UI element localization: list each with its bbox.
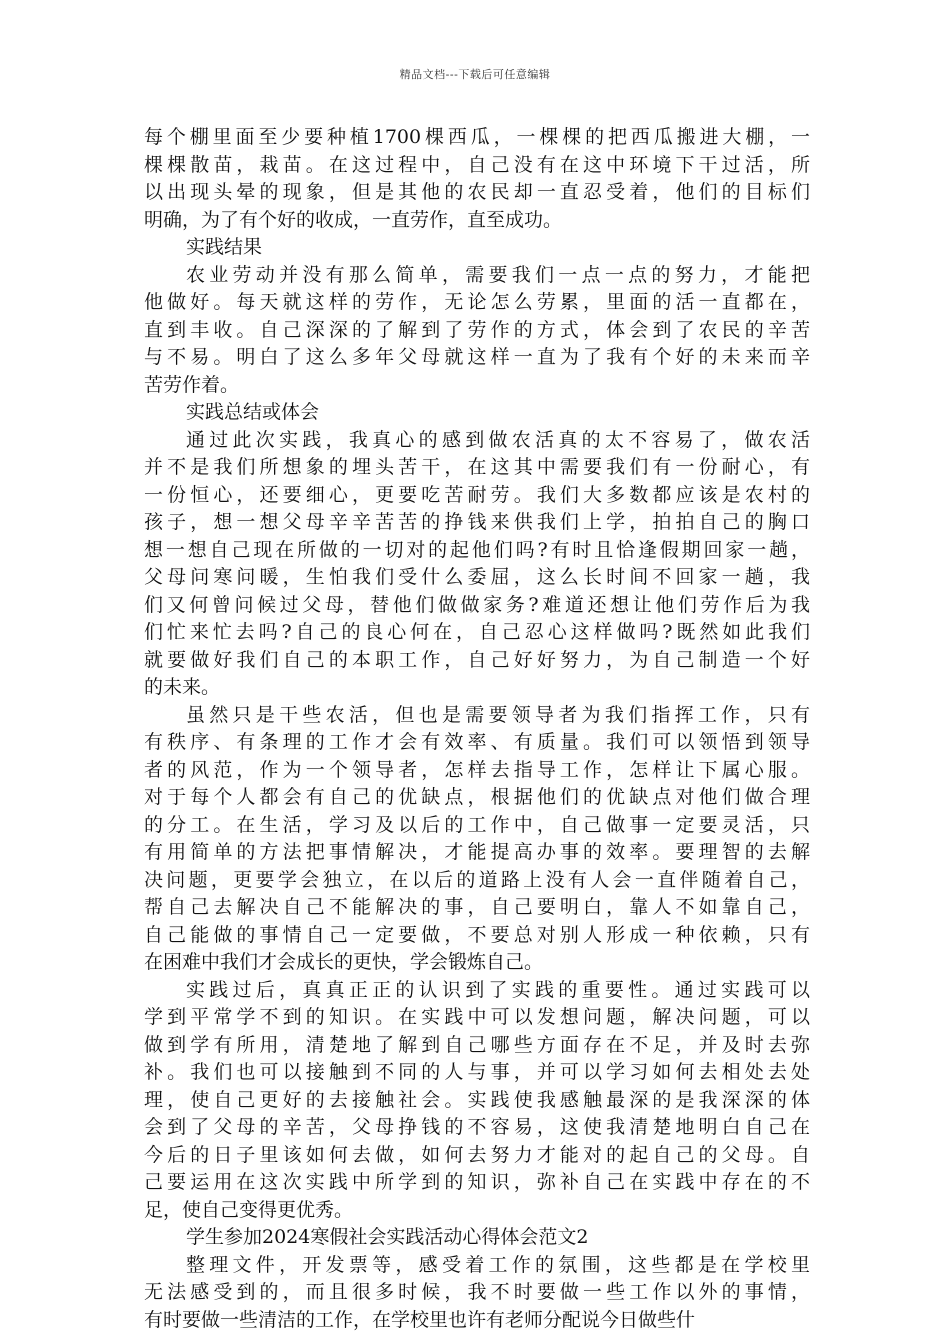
paragraph-line: 的未来。 — [144, 676, 221, 698]
paragraph-line: 想一想自己现在所做的一切对的起他们吗?有时且恰逢假期回家一趟， — [144, 538, 810, 561]
paragraph-line: 以出现头晕的现象，但是其他的农民却一直忍受着，他们的目标们 — [144, 181, 810, 203]
paragraph-line: 明确，为了有个好的收成，一直劳作，直至成功。 — [144, 208, 563, 231]
paragraph-line: 自己能做的事情自己一定要做，不要总对别人形成一种依赖，只有 — [144, 923, 810, 946]
paragraph-line: 足，使自己变得更优秀。 — [144, 1198, 354, 1221]
paragraph — [144, 702, 810, 977]
paragraph-line: 有时要做一些清洁的工作，在学校里也许有老师分配说今日做些什 — [144, 1308, 696, 1331]
paragraph-line: 父母问寒问暖，生怕我们受什么委屈，这么长时间不回家一趟，我 — [144, 566, 810, 588]
paragraph-line: 一份恒心，还要细心，更要吃苦耐劳。我们大多数都应该是农村的 — [144, 483, 810, 506]
paragraph — [144, 977, 810, 1225]
paragraph-line: 帮自己去解决自己不能解决的事，自己要明白，靠人不如靠自己， — [144, 896, 810, 918]
page-header: 精品文档---下载后可任意编辑 — [399, 68, 551, 81]
paragraph-line: 并不是我们所想象的埋头苦干，在这其中需要我们有一份耐心，有 — [144, 456, 810, 478]
paragraph — [144, 1252, 810, 1335]
paragraph-line: 做到学有所用，清楚地了解到自己哪些方面存在不足，并及时去弥 — [144, 1033, 810, 1056]
paragraph-line: 虽然只是干些农活，但也是需要领导者为我们指挥工作，只有 — [186, 703, 810, 726]
paragraph-line: 无法感受到的，而且很多时候，我不时要做一些工作以外的事情， — [144, 1281, 810, 1303]
paragraph — [144, 262, 810, 400]
section-heading: 学生参加2024寒假社会实践活动心得体会范文2 — [186, 1226, 589, 1248]
paragraph-line: 有秩序、有条理的工作才会有效率、有质量。我们可以领悟到领导 — [144, 731, 810, 753]
paragraph-line: 在困难中我们才会成长的更快，学会锻炼自己。 — [144, 951, 544, 973]
section-heading: 实践结果 — [186, 236, 263, 258]
paragraph-line: 会到了父母的辛苦，父母挣钱的不容易，这使我清楚地明白自己在 — [144, 1116, 810, 1138]
section-heading: 实践总结或体会 — [186, 401, 320, 423]
paragraph-line: 与不易。明白了这么多年父母就这样一直为了我有个好的未来而辛 — [144, 346, 810, 368]
paragraph — [144, 124, 810, 234]
paragraph-line: 整理文件，开发票等，感受着工作的氛围，这些都是在学校里 — [186, 1253, 810, 1276]
paragraph-line: 们又何曾问候过父母，替他们做做家务?难道还想让他们劳作后为我 — [144, 593, 810, 616]
paragraph-line: 己要运用在这次实践中所学到的知识，弥补自己在实践中存在的不 — [144, 1171, 810, 1193]
document-body — [144, 124, 810, 1334]
paragraph-line: 通过此次实践，我真心的感到做农活真的太不容易了，做农活 — [186, 428, 810, 451]
paragraph-line: 孩子，想一想父母辛辛苦苦的挣钱来供我们上学，拍拍自己的胸口 — [144, 511, 810, 533]
paragraph-line: 今后的日子里该如何去做，如何去努力才能对的起自己的父母。自 — [144, 1143, 810, 1166]
paragraph-line: 理，使自己更好的去接触社会。实践使我感触最深的是我深深的体 — [144, 1088, 810, 1111]
paragraph-line: 棵棵散苗，栽苗。在这过程中，自己没有在这中环境下干过活，所 — [144, 153, 810, 176]
paragraph — [144, 427, 810, 702]
paragraph-line: 就要做好我们自己的本职工作，自己好好努力，为自己制造一个好 — [144, 648, 810, 671]
paragraph-line: 苦劳作着。 — [144, 373, 240, 396]
paragraph-line: 学到平常学不到的知识。在实践中可以发想问题，解决问题，可以 — [144, 1006, 810, 1028]
paragraph-line: 他做好。每天就这样的劳作，无论怎么劳累，里面的活一直都在， — [144, 291, 810, 313]
paragraph-line: 农业劳动并没有那么简单，需要我们一点一点的努力，才能把 — [186, 263, 810, 286]
paragraph-line: 决问题，更要学会独立，在以后的道路上没有人会一直伴随着自己， — [144, 868, 810, 891]
paragraph-line: 对于每个人都会有自己的优缺点，根据他们的优缺点对他们做合理 — [144, 786, 810, 808]
paragraph-line: 的分工。在生活，学习及以后的工作中，自己做事一定要灵活，只 — [144, 813, 810, 836]
paragraph-line: 直到丰收。自己深深的了解到了劳作的方式，体会到了农民的辛苦 — [144, 318, 810, 341]
paragraph-line: 们忙来忙去吗?自己的良心何在，自己忍心这样做吗?既然如此我们 — [144, 621, 810, 643]
paragraph-line: 实践过后，真真正正的认识到了实践的重要性。通过实践可以 — [186, 978, 810, 1001]
paragraph-line: 者的风范，作为一个领导者，怎样去指导工作，怎样让下属心服。 — [144, 758, 810, 781]
paragraph-line: 有用简单的方法把事情解决，才能提高办事的效率。要理智的去解 — [144, 841, 810, 863]
paragraph-line: 每个棚里面至少要种植1700棵西瓜，一棵棵的把西瓜搬进大棚，一 — [144, 126, 810, 148]
paragraph-line: 补。我们也可以接触到不同的人与事，并可以学习如何去相处去处 — [144, 1061, 810, 1083]
